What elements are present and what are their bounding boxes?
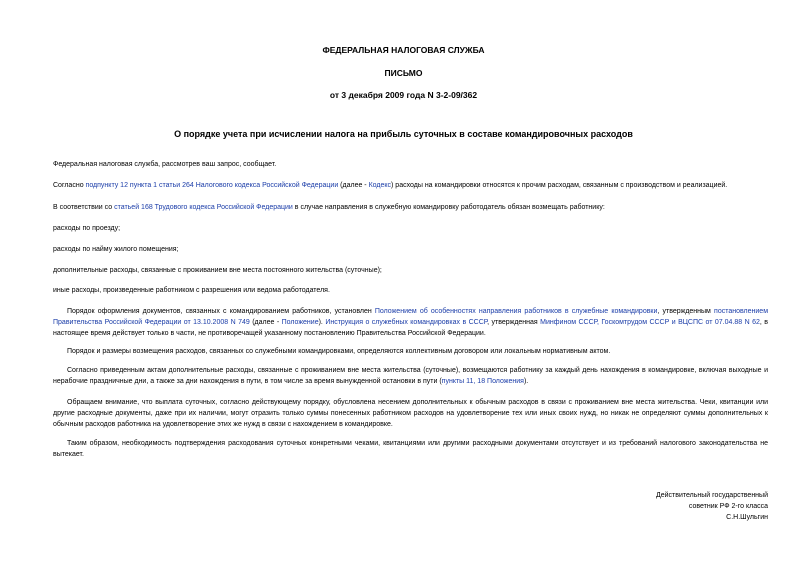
link-tax-code[interactable]: Кодекс <box>368 182 392 189</box>
list-item: расходы по найму жилого помещения; <box>53 246 179 253</box>
paragraph-reimbursement-order: Порядок и размеры возмещения расходов, связанных со служебными командировками, определяются коллективным договором или локальным нормативным актом. <box>67 348 611 355</box>
text: , утвержденным <box>657 308 715 315</box>
link-regulation[interactable]: Положением об особенностях направления работников в служебные командировки <box>374 308 658 315</box>
list-item: иные расходы, произведенные работником с разрешения или ведома работодателя. <box>53 287 330 294</box>
paragraph-attention: Обращаем внимание, что выплата суточных, согласно действующему порядку, обусловлена несением дополнительных к обычным расходов в связи с проживанием вне места жительства. Чеки, квитанции или другие расходные документы, даже при их наличии, могут отразить только суммы понесенных работником расходов на удовлетворение тех или иных своих нужд, но никак не определяют суммы дополнительных к обычным расходов работника на удовлетворение этих же нужд в связи с нахождением в командировке. <box>53 399 768 428</box>
agency-heading: ФЕДЕРАЛЬНАЯ НАЛОГОВАЯ СЛУЖБА <box>322 45 485 55</box>
signature-title: Действительный государственный <box>656 492 768 499</box>
link-regulation-short[interactable]: Положение <box>281 319 319 326</box>
link-labor-code-article[interactable]: статьей 168 Трудового кодекса Российской Федерации <box>114 204 293 211</box>
link-ussr-ministries[interactable]: Минфином СССР, Госкомтрудом СССР и ВЦСПС от 07.04.88 N 62 <box>540 319 760 326</box>
signature-rank: советник РФ 2-го класса <box>688 503 768 510</box>
text: ). <box>318 319 326 326</box>
paragraph-labor-code <box>53 202 605 213</box>
paragraph-per-diem <box>53 365 768 387</box>
doc-type-heading: ПИСЬМО <box>384 68 423 78</box>
paragraph-tax-code <box>53 180 727 191</box>
letter-title: О порядке учета при исчислении налога на прибыль суточных в составе командировочных расходов <box>174 129 633 139</box>
text: В соответствии со <box>53 204 115 211</box>
date-number-heading: от 3 декабря 2009 года N 3-2-09/362 <box>329 90 478 100</box>
paragraph-conclusion: Таким образом, необходимость подтверждения расходования суточных конкретными чеками, квитанциями или другими расходными документами отсутствует и из требований налогового законодательства не вытекает. <box>53 440 768 458</box>
text: , утвержденная <box>487 319 541 326</box>
text: (далее - <box>338 182 369 189</box>
text: Согласно приведенным актам дополнительные расходы, связанные с проживанием вне места жительства (суточные), возмещаются работнику за каждый день нахождения в командировке, включая выходные и нерабочие праздничные дни, а также за дни нахождения в пути, в том числе за время вынужденной остановки в пути ( <box>53 367 768 385</box>
link-regulation-points[interactable]: пункты 11, 18 Положения <box>441 378 524 385</box>
list-item: расходы по проезду; <box>53 225 121 232</box>
text: ) расходы на командировки относятся к прочим расходам, связанным с производством и реализацией. <box>391 182 728 189</box>
paragraph-documents-procedure <box>53 306 768 339</box>
text: , в настоящее время действует только в части, не противоречащей указанному постановлению Правительства Российской Федерации. <box>53 319 768 337</box>
text: Согласно <box>53 182 86 189</box>
text: Порядок оформления документов, связанных с командированием работников, установлен <box>67 308 375 315</box>
signature-name: С.Н.Шульгин <box>726 514 768 521</box>
paragraph-intro: Федеральная налоговая служба, рассмотрев ваш запрос, сообщает. <box>53 161 277 168</box>
link-tax-code-article[interactable]: подпункту 12 пункта 1 статьи 264 Налогового кодекса Российской Федерации <box>85 182 339 189</box>
text: в случае направления в служебную командировку работодатель обязан возмещать работнику: <box>292 204 605 211</box>
list-item: дополнительные расходы, связанные с проживанием вне места постоянного жительства (суточные); <box>53 267 382 274</box>
link-government-resolution[interactable]: постановлением Правительства Российской Федерации от 13.10.2008 N 749 <box>53 308 769 326</box>
text: (далее - <box>249 319 282 326</box>
link-ussr-instruction[interactable]: Инструкция о служебных командировках в СССР <box>325 319 488 326</box>
text: ). <box>523 378 529 385</box>
